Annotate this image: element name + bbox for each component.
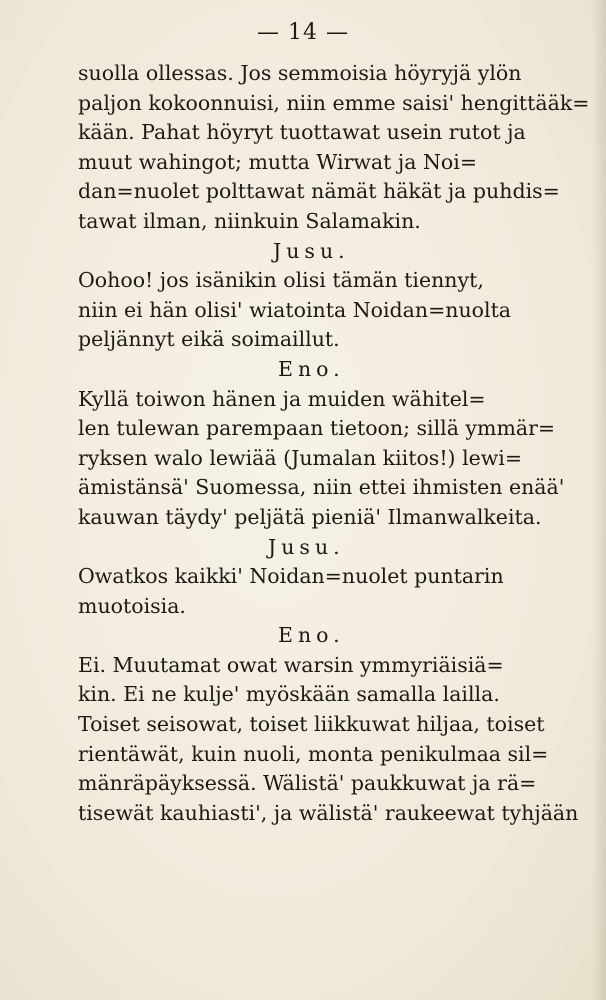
text-line: muut wahingot; mutta Wirwat ja Noi= — [78, 149, 478, 174]
speaker-heading-eno: Eno. — [278, 356, 345, 381]
text-line: Toiset seisowat, toiset liikkuwat hiljaa, toiset — [78, 712, 545, 737]
text-line: Oohoo! jos isänikin olisi tämän tiennyt, — [78, 268, 484, 293]
text-line: Owatkos kaikki' Noidan=nuolet puntarin — [78, 564, 504, 589]
text-line: suolla ollessas. Jos semmoisia höyryjä ylön — [78, 61, 522, 85]
page-number: — 14 — — [257, 20, 349, 45]
body-text — [78, 59, 590, 828]
speaker-heading-jusu: Jusu. — [268, 534, 345, 559]
text-line: kauwan täydy' peljätä pieniä' Ilmanwalkeita. — [78, 504, 542, 529]
text-line: paljon kokoonnuisi, niin emme saisi' hengittääk= — [78, 90, 590, 115]
speaker-heading-eno: Eno. — [278, 623, 345, 648]
text-line: rientäwät, kuin nuoli, monta penikulmaa sil= — [78, 741, 549, 766]
text-line: muotoisia. — [78, 593, 186, 618]
text-line: dan=nuolet polttawat nämät häkät ja puhdis= — [78, 179, 560, 204]
text-line: ämistänsä' Suomessa, niin ettei ihmisten enää' — [78, 475, 565, 500]
text-line: len tulewan parempaan tietoon; sillä ymmär= — [78, 416, 556, 441]
text-line: kään. Pahat höyryt tuottawat usein rutot ja — [78, 120, 526, 145]
text-line: Ei. Muutamat owat warsin ymmyriäisiä= — [78, 652, 504, 677]
text-line: peljännyt eikä soimaillut. — [78, 327, 340, 352]
text-line: kin. Ei ne kulje' myöskään samalla lailla. — [78, 682, 500, 707]
text-line: mänräpäyksessä. Wälistä' paukkuwat ja rä= — [78, 771, 537, 796]
text-line: tisewät kauhiasti', ja wälistä' raukeewat tyhjään — [78, 800, 579, 825]
speaker-heading-jusu: Jusu. — [273, 238, 350, 263]
text-line: niin ei hän olisi' wiatointa Noidan=nuolta — [78, 297, 512, 322]
text-line: ryksen walo lewiää (Jumalan kiitos!) lewi= — [78, 445, 523, 470]
text-line: Kyllä toiwon hänen ja muiden wähitel= — [78, 386, 486, 411]
text-line: tawat ilman, niinkuin Salamakin. — [78, 208, 421, 233]
page-edge-shadow — [592, 0, 606, 1000]
